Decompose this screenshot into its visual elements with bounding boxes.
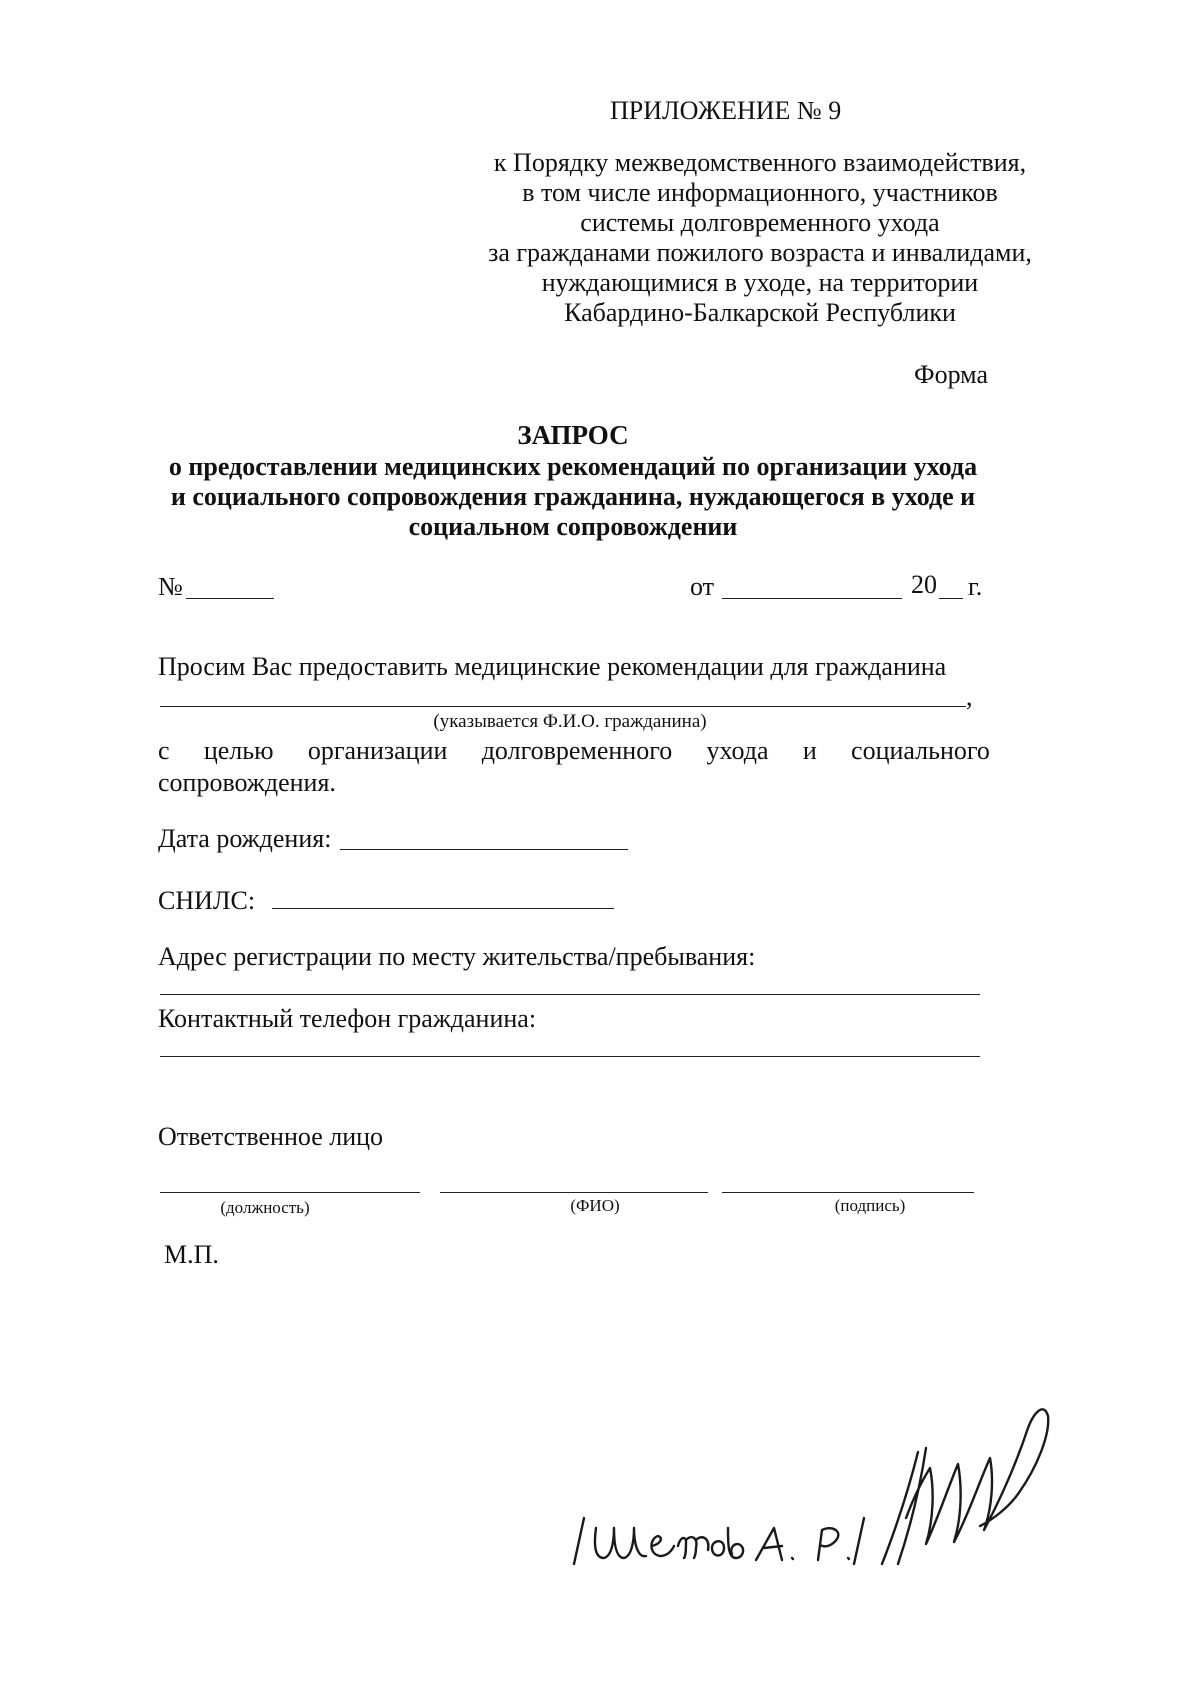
reference-line: Кабардино-Балкарской Республики (564, 298, 956, 327)
request-intro: Просим Вас предоставить медицинские рекомендации для гражданина (158, 652, 947, 681)
snils-line[interactable] (272, 908, 614, 909)
position-caption: (должность) (220, 1198, 310, 1217)
citizen-name-line[interactable] (160, 706, 966, 707)
year-suffix: г. (968, 572, 983, 601)
signature-caption: (подпись) (834, 1196, 906, 1215)
document-title: ЗАПРОС (517, 420, 629, 450)
year-prefix: 20 (911, 570, 937, 599)
fio-caption: (ФИО) (570, 1196, 620, 1215)
citizen-name-comma: , (966, 682, 973, 711)
date-from-label: от (690, 572, 715, 601)
purpose-word: с (158, 736, 170, 765)
signature-drawing (560, 1368, 1080, 1568)
appendix-number: ПРИЛОЖЕНИЕ № 9 (610, 96, 842, 125)
signature-line[interactable] (722, 1192, 974, 1193)
birth-date-line[interactable] (340, 849, 628, 850)
reference-line: за гражданами пожилого возраста и инвалидами, (488, 238, 1032, 267)
year-line[interactable] (939, 598, 963, 599)
snils-label: СНИЛС: (158, 886, 256, 915)
position-line[interactable] (160, 1192, 420, 1193)
purpose-line-2: сопровождения. (158, 768, 336, 797)
purpose-word: организации (307, 736, 448, 765)
phone-label: Контактный телефон гражданина: (158, 1004, 537, 1033)
birth-date-label: Дата рождения: (158, 824, 332, 853)
purpose-line-1 (158, 736, 990, 766)
reference-line: к Порядку межведомственного взаимодействия, (493, 148, 1027, 177)
request-number-label: № (158, 572, 183, 601)
reference-line: нуждающимися в уходе, на территории (541, 268, 979, 297)
address-label: Адрес регистрации по месту жительства/пребывания: (158, 942, 756, 971)
subtitle-line: о предоставлении медицинских рекомендаций по организации ухода (168, 452, 978, 481)
subtitle-line: и социального сопровождения гражданина, нуждающегося в уходе и (170, 482, 976, 511)
purpose-word: долговременного (481, 736, 673, 765)
reference-line: системы долговременного ухода (580, 208, 940, 237)
purpose-word: социального (851, 736, 990, 765)
date-line[interactable] (722, 598, 902, 599)
reference-line: в том числе информационного, участников (522, 178, 998, 207)
handwritten-signature (560, 1368, 1080, 1568)
document-subtitle (120, 452, 1026, 542)
purpose-word: и (802, 736, 817, 765)
purpose-word: целью (203, 736, 274, 765)
responsible-person-label: Ответственное лицо (158, 1122, 384, 1151)
phone-line[interactable] (160, 1056, 980, 1057)
fio-line[interactable] (440, 1192, 708, 1193)
subtitle-line: социальном сопровождении (408, 512, 738, 541)
appendix-reference (440, 148, 1080, 328)
address-line[interactable] (160, 994, 980, 995)
purpose-word: ухода (706, 736, 769, 765)
stamp-placeholder: М.П. (164, 1240, 219, 1269)
request-number-line[interactable] (186, 598, 274, 599)
citizen-name-caption: (указывается Ф.И.О. гражданина) (433, 711, 707, 732)
form-label: Форма (914, 360, 988, 389)
